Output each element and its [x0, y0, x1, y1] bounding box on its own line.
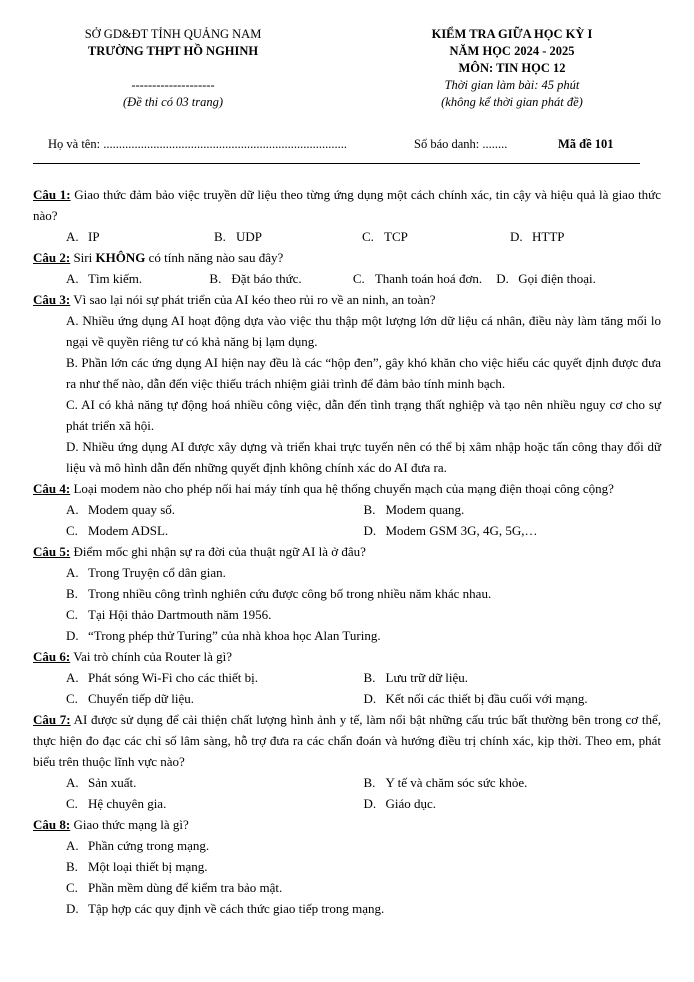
- question-3: [33, 289, 661, 310]
- question-1: [33, 184, 661, 226]
- name-dots: ..............................................................................: [103, 137, 347, 151]
- question-number: Câu 7:: [33, 712, 71, 727]
- answer-option: D. Tập hợp các quy định về cách thức giao tiếp trong mạng.: [66, 901, 385, 916]
- question-number: Câu 3:: [33, 292, 71, 307]
- answer-option: B. Trong nhiều công trình nghiên cứu được công bố trong nhiều năm khác nhau.: [66, 586, 492, 601]
- question-text-emphasis: KHÔNG: [95, 250, 146, 265]
- answer-row: [33, 667, 661, 688]
- answer-row: [33, 793, 661, 814]
- question-8: [33, 814, 661, 835]
- answer-option: D. “Trong phép thử Turing” của nhà khoa học Alan Turing.: [66, 628, 381, 643]
- answer-option: A. Tìm kiếm.: [66, 271, 143, 286]
- answer-option-c: C. AI có khả năng tự động hoá nhiều công việc, dẫn đến tình trạng thất nghiệp và tạo nên nhiều nguy cơ cho sự phát triển xã hội.: [66, 397, 661, 433]
- question-number: Câu 2:: [33, 250, 71, 265]
- header-right: [362, 26, 662, 111]
- answer-option: A. IP: [66, 229, 100, 244]
- answer-option: C. TCP: [362, 229, 408, 244]
- answer-option: D. Gọi điện thoại.: [496, 271, 596, 286]
- answer-row: [33, 499, 661, 520]
- answer-option: C. Chuyển tiếp dữ liệu.: [66, 691, 194, 706]
- answer-row: [33, 688, 661, 709]
- school-name: TRƯỜNG THPT HỒ NGHINH: [87, 44, 259, 58]
- answer-option: B. Y tế và chăm sóc sức khỏe.: [363, 775, 528, 790]
- answer-option: B. Một loại thiết bị mạng.: [66, 859, 208, 874]
- question-text: Giao thức đảm bảo việc truyền dữ liệu theo từng ứng dụng một cách chính xác, tin cậy và hiệu quả là giao thức nào?: [33, 187, 661, 223]
- question-number: Câu 8:: [33, 817, 71, 832]
- answer-option: A. Sản xuất.: [66, 775, 137, 790]
- answer-row: [33, 226, 661, 247]
- answer-option: C. Modem ADSL.: [66, 523, 169, 538]
- question-text: Loại modem nào cho phép nối hai máy tính qua hệ thống chuyển mạch của mạng điện thoại công cộng?: [73, 481, 614, 496]
- exam-title: KIỂM TRA GIỮA HỌC KỲ I: [431, 27, 593, 41]
- dash-line: --------------------: [131, 78, 215, 92]
- question-7: [33, 709, 661, 772]
- answer-option: D. Giáo dục.: [363, 796, 437, 811]
- question-number: Câu 4:: [33, 481, 71, 496]
- answer-option-d: D. Nhiều ứng dụng AI được xây dựng và triển khai trực tuyến nên có thể bị xâm nhập hoặc tấn công thay đổi dữ liệu và mô hình dẫn đến những quyết định không chính xác do AI đưa ra.: [66, 439, 661, 475]
- question-text-pre: Siri: [73, 250, 96, 265]
- page-count-note: (Đề thi có 03 trang): [123, 95, 223, 109]
- answer-option: A. Phần cứng trong mạng.: [66, 838, 210, 853]
- answer-row: [33, 772, 661, 793]
- subject: MÔN: TIN HỌC 12: [458, 61, 566, 75]
- question-number: Câu 6:: [33, 649, 71, 664]
- name-label: Họ và tên:: [48, 137, 104, 151]
- time-note: (không kể thời gian phát đề): [441, 95, 583, 109]
- question-2: [33, 247, 661, 268]
- answer-option-b: B. Phần lớn các ứng dụng AI hiện nay đều là các “hộp đen”, gây khó khăn cho việc hiểu các quyết định được đưa ra như thế nào, dẫn đến việc thiếu trách nhiệm giải trình để đảm bảo tính minh bạch.: [66, 355, 661, 391]
- answer-option: A. Phát sóng Wi-Fi cho các thiết bị.: [66, 670, 259, 685]
- answer-option: A. Modem quay số.: [66, 502, 176, 517]
- answer-option: B. Đặt báo thức.: [209, 271, 302, 286]
- header-divider: [33, 163, 640, 164]
- question-4: [33, 478, 661, 499]
- question-text: Điểm mốc ghi nhận sự ra đời của thuật ngữ AI là ở đâu?: [73, 544, 366, 559]
- time-limit: Thời gian làm bài: 45 phút: [444, 78, 580, 92]
- answer-row: [33, 268, 661, 289]
- answer-option: C. Phần mềm dùng để kiểm tra bảo mật.: [66, 880, 283, 895]
- answer-option: C. Tại Hội thảo Dartmouth năm 1956.: [66, 607, 272, 622]
- question-text: Vai trò chính của Router là gì?: [73, 649, 233, 664]
- school-year: NĂM HỌC 2024 - 2025: [449, 44, 575, 58]
- exam-code: Mã đề 101: [558, 137, 614, 151]
- answer-option: D. Modem GSM 3G, 4G, 5G,…: [363, 523, 538, 538]
- questions-section: [33, 184, 661, 919]
- student-name-field: [48, 136, 347, 153]
- question-6: [33, 646, 661, 667]
- question-5: [33, 541, 661, 562]
- answer-option: B. Lưu trữ dữ liệu.: [363, 670, 469, 685]
- answer-option: C. Thanh toán hoá đơn.: [352, 271, 483, 286]
- question-text: AI được sử dụng để cải thiện chất lượng hình ảnh y tế, làm nổi bật những cấu trúc bất thường bên trong cơ thể, thực hiện đo đạc các chỉ số lâm sàng, hỗ trợ đưa ra các chẩn đoán và hướng điều trị chính xác, kịp thời. Theo em, phát biểu trên thuộc lĩnh vực nào?: [33, 712, 661, 769]
- question-number: Câu 1:: [33, 187, 71, 202]
- department-name: SỞ GD&ĐT TỈNH QUẢNG NAM: [84, 27, 262, 41]
- candidate-number-field: Số báo danh: ........: [414, 137, 508, 151]
- header-left: [38, 26, 308, 111]
- question-text: Vì sao lại nói sự phát triển của AI kéo theo rủi ro về an ninh, an toàn?: [73, 292, 436, 307]
- answer-row: [33, 520, 661, 541]
- answer-option: B. UDP: [214, 229, 263, 244]
- answer-option: A. Trong Truyện cổ dân gian.: [66, 565, 226, 580]
- answer-option: D. Kết nối các thiết bị đầu cuối với mạng.: [363, 691, 588, 706]
- answer-option: D. HTTP: [510, 229, 565, 244]
- answer-option: B. Modem quang.: [363, 502, 465, 517]
- answer-option: C. Hệ chuyên gia.: [66, 796, 167, 811]
- question-text-post: có tính năng nào sau đây?: [145, 250, 284, 265]
- answer-option-a: A. Nhiều ứng dụng AI hoạt động dựa vào việc thu thập một lượng lớn dữ liệu cá nhân, điều này làm tăng mối lo ngại về quyền riêng tư có khả năng bị lạm dụng.: [66, 313, 661, 349]
- question-text: Giao thức mạng là gì?: [73, 817, 189, 832]
- question-number: Câu 5:: [33, 544, 71, 559]
